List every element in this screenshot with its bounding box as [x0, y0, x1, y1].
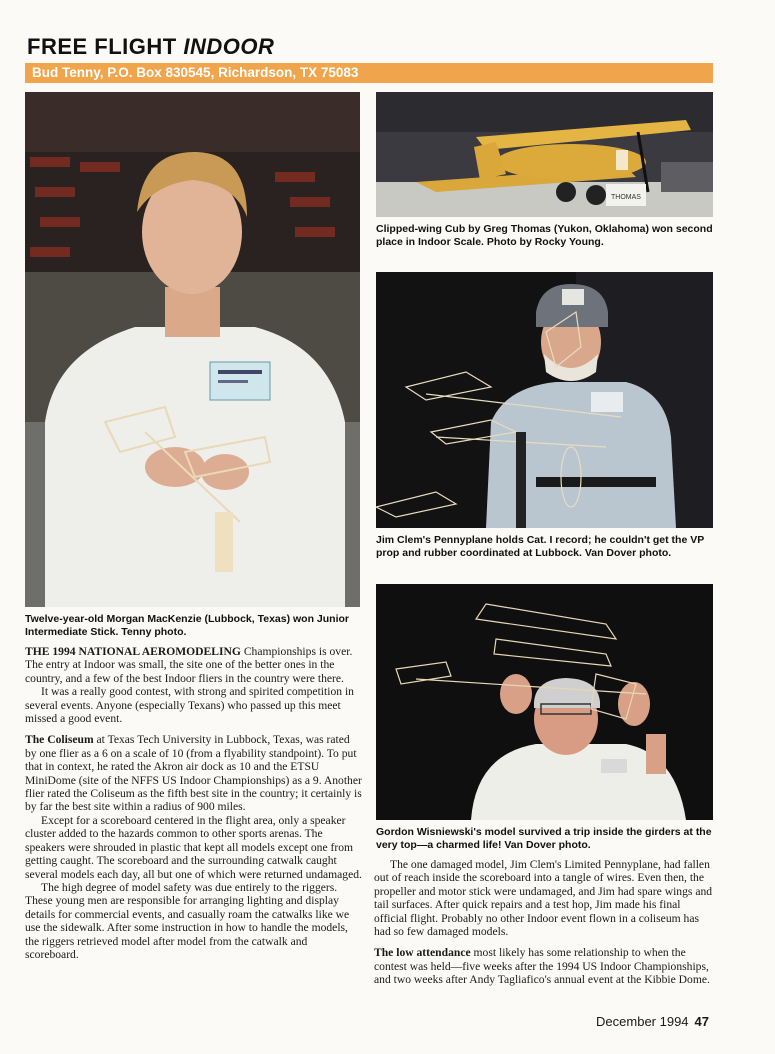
article-right-column	[374, 858, 714, 987]
page-number: 47	[694, 1014, 709, 1029]
article-lead-1: THE 1994 NATIONAL AEROMODELING	[25, 645, 241, 658]
article-paragraph-6: The one damaged model, Jim Clem's Limited Pennyplane, had fallen out of reach inside the scoreboard into a tangle of wires. Even then, the propeller and motor stick were undamaged, and Jim had spare wings and tail surfaces. After quick repairs and a test hop, Jim made his final official flight. Probably no other Indoor event flown in a coliseum has had so few damaged models.	[374, 858, 713, 939]
section-heading	[27, 34, 274, 60]
photo-clem-caption: Jim Clem's Pennyplane holds Cat. I record; he couldn't get the VP prop and rubber coordinated at Lubbock. Van Dover photo.	[376, 534, 705, 559]
article-left-column	[25, 645, 363, 961]
photo-boy-caption: Twelve-year-old Morgan MacKenzie (Lubbock, Texas) won Junior Intermediate Stick. Tenny photo.	[25, 613, 349, 638]
article-paragraph-4: Except for a scoreboard centered in the flight area, only a speaker cluster added to the hazards common to other sports arenas. The speakers were shrouded in plastic that kept all models except one from getting caught. The scoreboard and the surrounding catwalk caught several models each day, all but one of which were returned undamaged.	[25, 813, 362, 881]
article-paragraph-7	[374, 946, 714, 986]
article-paragraph-5: The high degree of model safety was due entirely to the riggers. These young men are responsible for arranging lighting and display details for commercial events, and casually roam the catwalks like we use the sidewalk. After some instruction in how to handle the models, the riggers retrieved model after model from the catwalk and scoreboard.	[25, 880, 350, 961]
photo-gordon	[376, 584, 713, 820]
page-footer	[596, 1014, 709, 1029]
section-subtitle: INDOOR	[183, 34, 275, 59]
author-banner	[25, 63, 713, 83]
boy-illustration	[25, 92, 360, 607]
article-paragraph-3	[25, 733, 363, 813]
cub-illustration	[376, 92, 713, 217]
issue-date: December 1994	[596, 1014, 689, 1029]
photo-gordon-caption: Gordon Wisniewski's model survived a trip inside the girders at the very top—a charmed life! Van Dover photo.	[376, 826, 712, 851]
article-lead-3: The Coliseum	[25, 733, 94, 747]
clem-illustration	[376, 272, 713, 528]
photo-boy	[25, 92, 360, 607]
article-paragraph-1	[25, 645, 363, 685]
photo-cub-caption: Clipped-wing Cub by Greg Thomas (Yukon, Oklahoma) won second place in Indoor Scale. Photo by Rocky Young.	[376, 223, 713, 248]
article-lead-7: The low attendance	[374, 946, 471, 960]
photo-clem	[376, 272, 713, 528]
gordon-illustration	[376, 584, 713, 820]
photo-cub	[376, 92, 713, 217]
article-text-7: most likely has some relationship to when the contest was held—five weeks after the 1994 US Indoor Championships, and two weeks after Andy Tagliafico's annual event at the Kibbie Dome.	[374, 946, 710, 987]
section-title: FREE FLIGHT	[27, 34, 177, 59]
cub-sign-text: THOMAS	[611, 194, 641, 201]
article-text-3: at Texas Tech University in Lubbock, Texas, was rated by one flier as a 6 on a scale of 10 (from a flyability standpoint). To put that in context, he rated the Akron air dock as 10 and the ETSU MiniDome (site of the NFFS US Indoor Championships) as a 9. Another flier rated the Coliseum as the fifth best site in the country; it certainly is by far the best site within a radius of 900 miles.	[25, 733, 362, 814]
article-text-1: Championships is over. The entry at Indoor was small, the site one of the better ones in the country, and a few of the best Indoor fliers in the country were there.	[25, 645, 353, 685]
author-line: Bud Tenny, P.O. Box 830545, Richardson, TX 75083	[32, 65, 359, 80]
article-paragraph-2: It was a really good contest, with strong and spirited competition in several events. Anyone (especially Texans) who passed up this meet missed a good event.	[25, 685, 354, 726]
